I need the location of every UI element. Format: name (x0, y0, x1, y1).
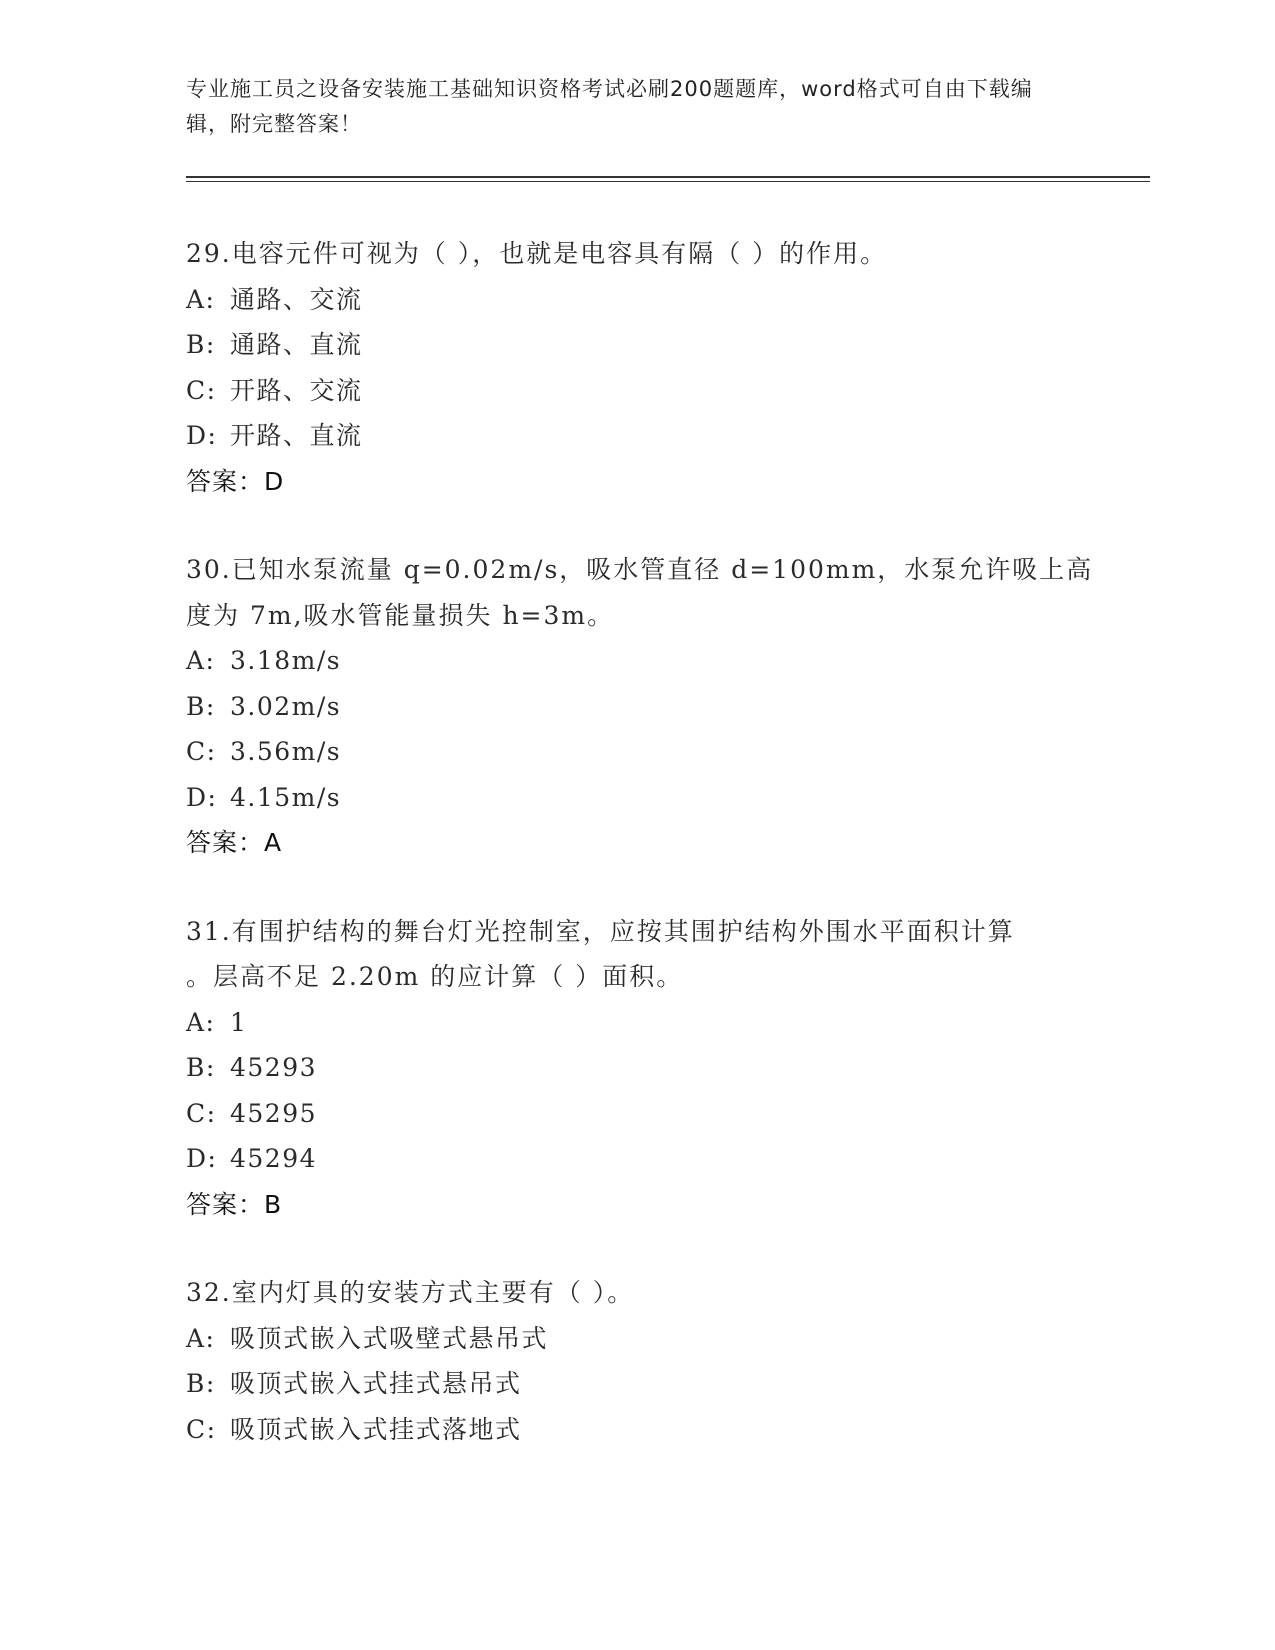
answer-option (186, 322, 1086, 368)
answer-key: 答案：A (186, 828, 283, 857)
question-block (186, 1270, 1086, 1452)
answer-option (186, 1136, 1086, 1182)
answer-option (186, 1316, 1086, 1362)
answer-option (186, 775, 1086, 821)
option-key: B: (186, 691, 216, 721)
answer-option (186, 638, 1086, 684)
answer-option (186, 729, 1086, 775)
question-stem (186, 231, 1086, 277)
option-text: 通路、直流 (230, 330, 363, 359)
question-stem-line: 30.已知水泵流量 q=0.02m/s，吸水管直径 d=100mm，水泵允许吸上高 (186, 555, 1094, 584)
answer-option (186, 1361, 1086, 1407)
option-key: C: (186, 1098, 217, 1128)
header-divider-thin (186, 181, 1150, 182)
answer-option (186, 1045, 1086, 1091)
question-block (186, 231, 1086, 504)
option-text: 吸顶式嵌入式挂式悬吊式 (230, 1369, 522, 1398)
option-text: 开路、直流 (230, 421, 363, 450)
option-key: C: (186, 1414, 217, 1444)
option-text: 开路、交流 (230, 375, 363, 405)
question-stem (186, 909, 1086, 1000)
question-stem-line: 32.室内灯具的安装方式主要有（ ）。 (186, 1278, 635, 1307)
answer-option (186, 1091, 1086, 1137)
question-block (186, 547, 1094, 866)
option-key: C: (186, 737, 217, 766)
option-key: B: (186, 1053, 216, 1082)
question-stem-line: 31.有围护结构的舞台灯光控制室，应按其围护结构外围水平面积计算 (186, 916, 1015, 946)
option-key: C: (186, 375, 217, 405)
option-key: B: (186, 330, 216, 359)
answer-key: 答案：D (186, 466, 285, 496)
option-text: 3.18m/s (230, 646, 342, 675)
question-stem-line: 。层高不足 2.20m 的应计算（ ）面积。 (186, 962, 684, 991)
answer-key: 答案：B (186, 1189, 283, 1219)
option-text: 3.02m/s (230, 691, 342, 721)
question-block (186, 909, 1086, 1228)
option-key: A: (186, 646, 216, 675)
option-text: 4.15m/s (230, 782, 342, 812)
question-stem (186, 547, 1094, 638)
answer-option (186, 413, 1086, 459)
question-stem-line: 29.电容元件可视为（ ），也就是电容具有隔（ ）的作用。 (186, 239, 888, 268)
option-text: 3.56m/s (230, 737, 342, 766)
option-text: 45294 (230, 1144, 318, 1173)
question-stem-line: 度为 7m,吸水管能量损失 h=3m。 (186, 600, 615, 630)
option-key: A: (186, 284, 216, 314)
answer-option (186, 1407, 1086, 1453)
option-key: A: (186, 1007, 216, 1037)
option-text: 45293 (230, 1053, 318, 1082)
option-key: D: (186, 421, 218, 450)
question-list (186, 231, 1094, 1495)
option-text: 1 (230, 1007, 248, 1037)
option-text: 吸顶式嵌入式挂式落地式 (230, 1414, 522, 1444)
option-key: D: (186, 782, 218, 812)
document-header-title: 专业施工员之设备安装施工基础知识资格考试必刷200题题库，word格式可自由下载编辑，附完整答案！ (186, 77, 1033, 136)
answer-option (186, 277, 1086, 323)
question-stem (186, 1270, 1086, 1316)
option-text: 吸顶式嵌入式吸壁式悬吊式 (230, 1323, 549, 1353)
answer-option (186, 1000, 1086, 1046)
answer-option (186, 684, 1086, 730)
header-divider-thick (186, 176, 1150, 178)
option-key: B: (186, 1369, 216, 1398)
option-key: A: (186, 1323, 216, 1353)
option-text: 通路、交流 (230, 284, 363, 314)
option-key: D: (186, 1144, 218, 1173)
option-text: 45295 (230, 1098, 318, 1128)
answer-option (186, 368, 1086, 414)
